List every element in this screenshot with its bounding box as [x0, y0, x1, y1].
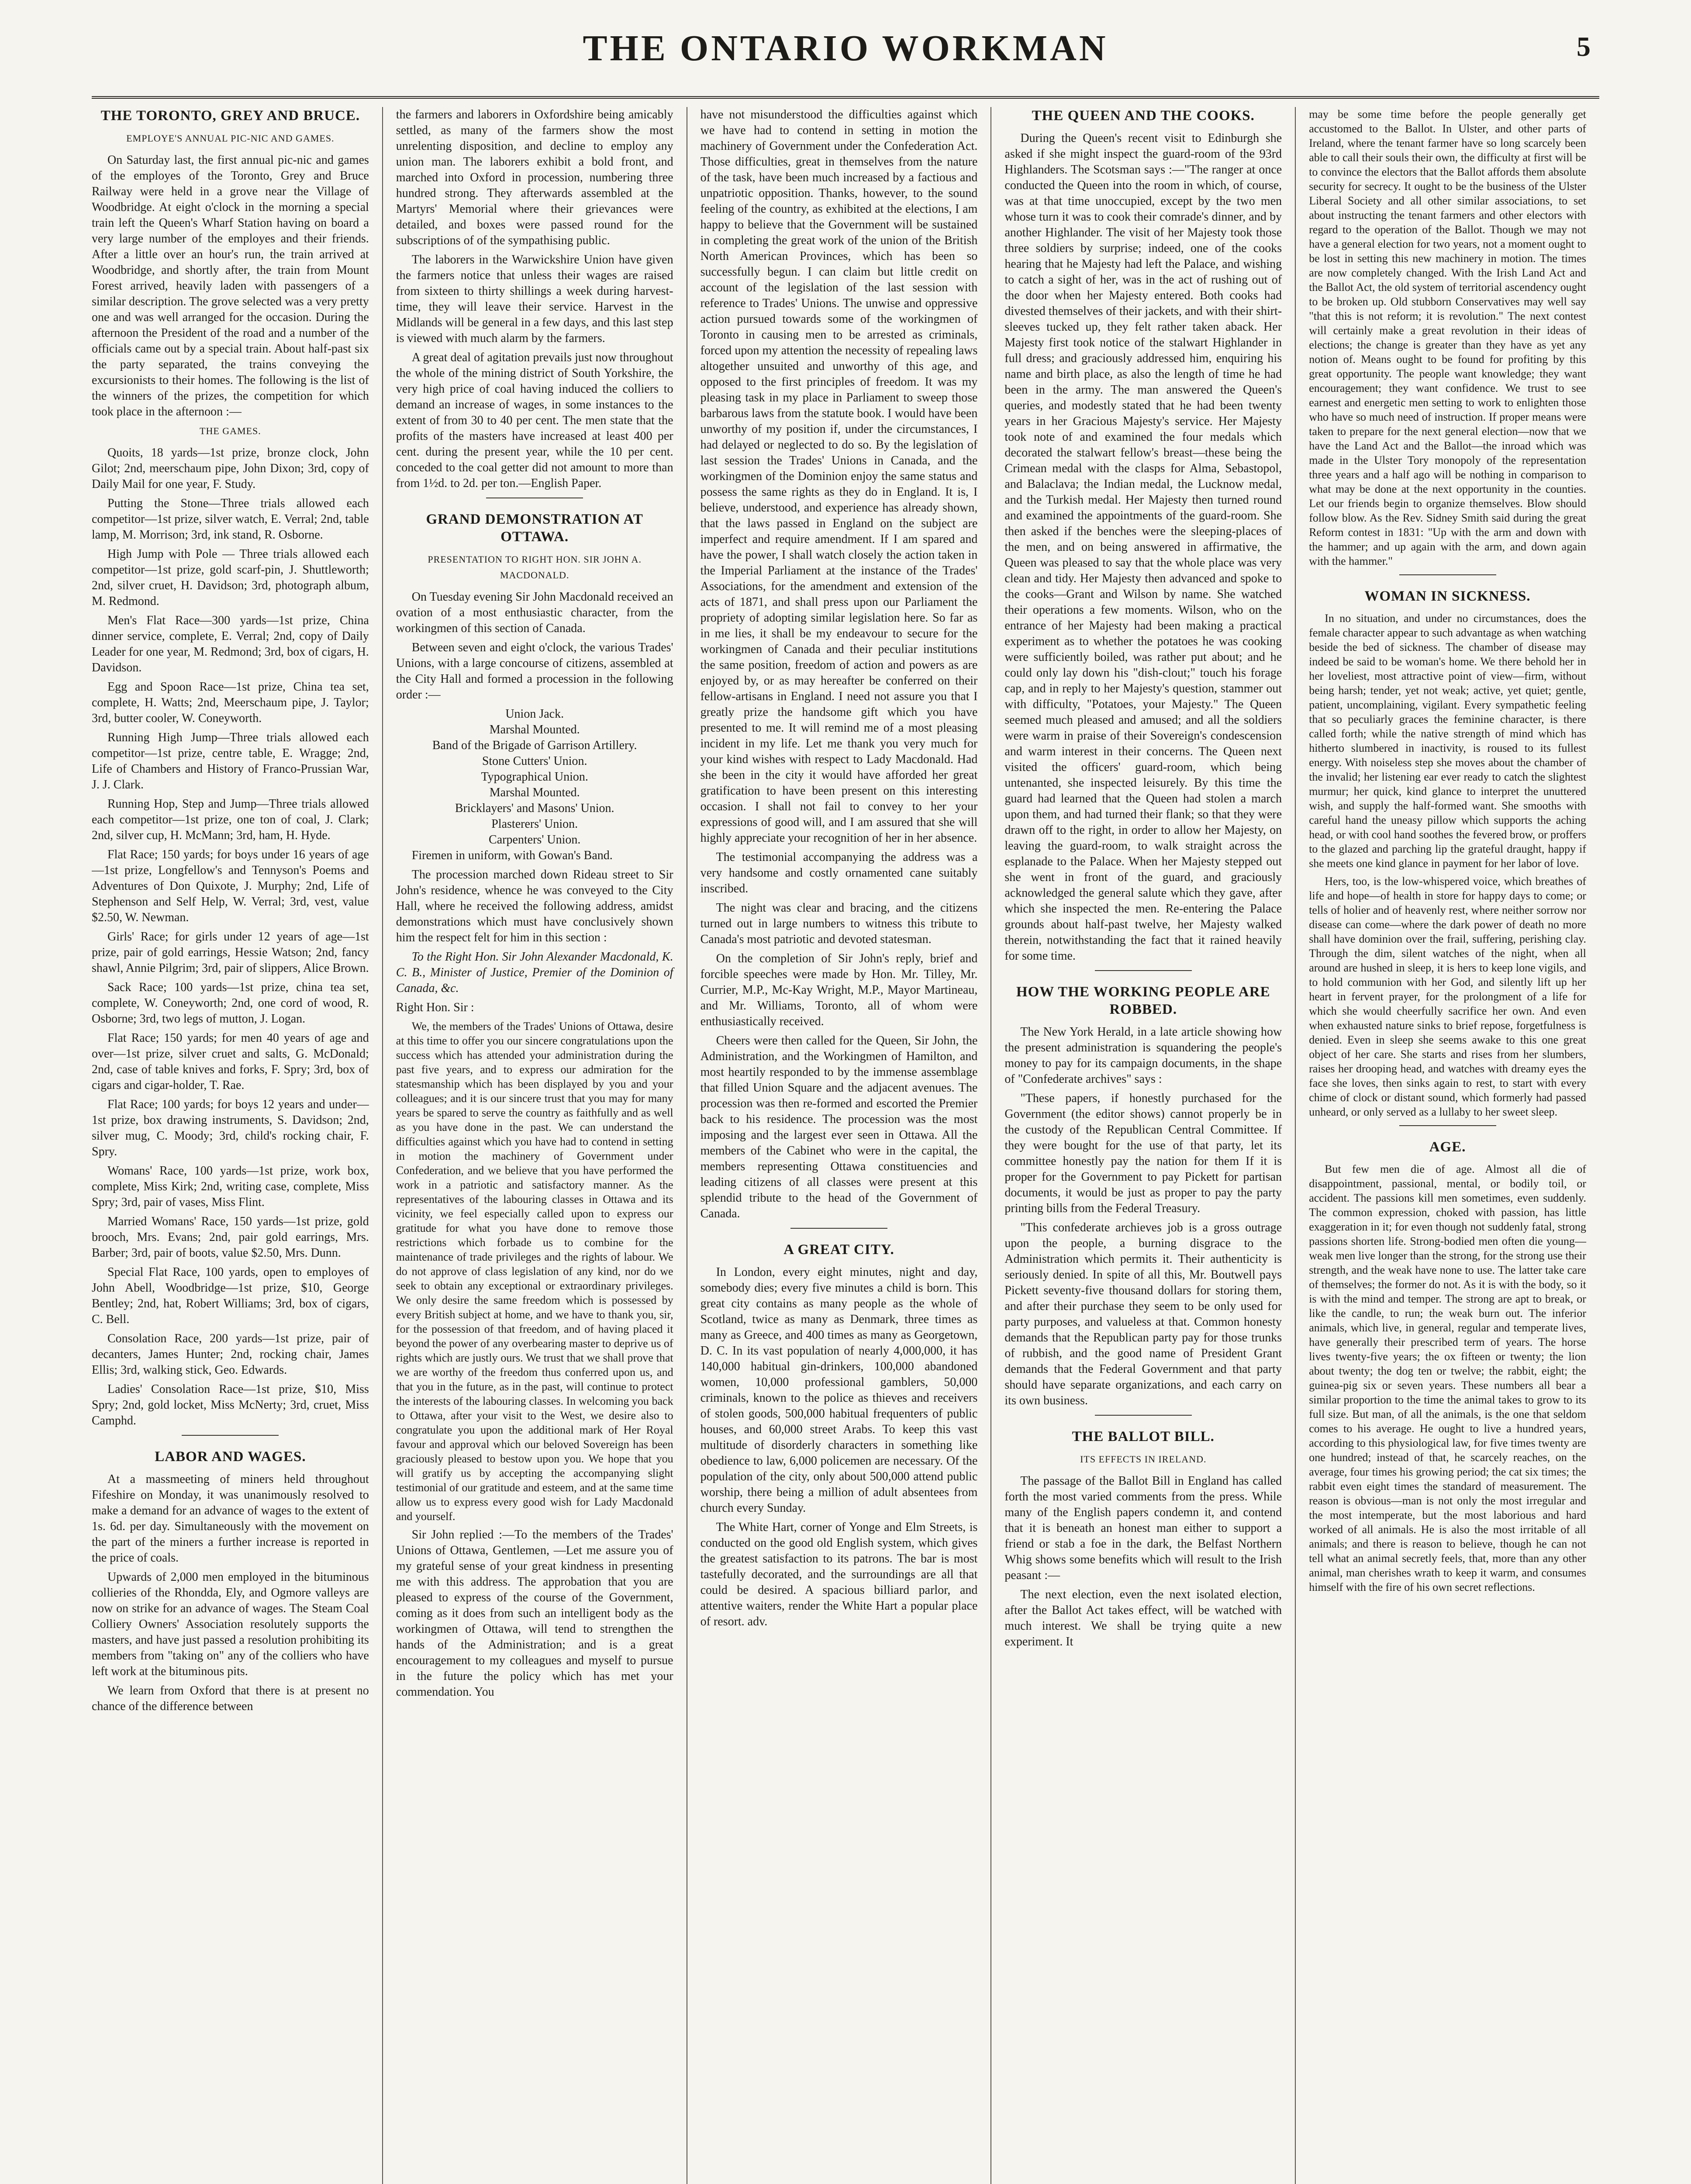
section-subheading: THE GAMES.	[200, 425, 261, 436]
procession-item: Plasterers' Union.	[491, 817, 578, 831]
paragraph: Sack Race; 100 yards—1st prize, china tea set, complete, W. Coneyworth; 2nd, one cord of wood, R. Osborne; 3rd, two legs of mutton, J. Logan.	[92, 981, 369, 1026]
column-3	[687, 107, 992, 2184]
paragraph: On Saturday last, the first annual pic-nic and games of the employes of the Toronto, Grey and Bruce Railway were held in a grove near the Village of Woodbridge. At eight o'clock in the morning a special train left the Queen's Wharf Station having on board a very large number of the employes and their friends. After a little over an hour's run, the train arrived at Woodbridge, and shortly after, the train from Mount Forest arrived, heavily laden with passengers of a similar description. The grove selected was a very pretty one and was well arranged for the occasion. During the afternoon the President of the road and a number of the officials came out by a special train. About half-past six the party separated, the trains conveying the excursionists to their homes. The following is the list of the winners of the prizes, the competition for which took place in the afternoon :—	[92, 153, 369, 418]
paragraph: may be some time before the people generally get accustomed to the Ballot. In Ulster, and other parts of Ireland, where the tenant farmer have so long scarcely been able to call their souls their own, the difficulty at first will be to convince the electors that the Ballot affords them absolute security for secrecy. It ought to be the business of the Ulster Liberal Society and all other similar associations, to set about instructing the tenant farmers and other electors with regard to the operation of the Ballot. Though we may not have a general election for two years, not a moment ought to be lost in setting this new machinery in motion. The times are now completely changed. With the Irish Land Act and the Ballot Act, the old system of territorial ascendency ought to be broken up. Old stubborn Conservatives may well say "that this is not reform; it is revolution." The next contest will certainly make a great revolution in their ideas of elections; the change is greater than they have as yet any notion of. Means ought to be found for profiting by this great opportunity. The people want knowledge; they want encouragement; they want confidence. We trust to see earnest and energetic men setting to work to enlighten those who have so much need of instruction. If proper means were taken to prepare for the next general election—now that we have the Land Act and the Ballot—the inroad which was made in the Ulster Tory monopoly of the representation three years and a half ago will be nothing in comparison to what may be done at the next opportunity in the counties. Let our friends begin to organize themselves. Blow should follow blow. As the Rev. Sidney Smith said during the great Reform contest in 1831: "Up with the arm and down with the hammer; and up again with the arm, and down again with the hammer."	[1309, 108, 1586, 567]
column-1	[92, 107, 383, 2184]
column-5	[1296, 107, 1599, 2184]
advertisement: The White Hart, corner of Yonge and Elm Streets, is conducted on the good old English system, which gives the greatest satisfaction to its patrons. The bar is most tastefully decorated, and the surroundings are all that could be desired. A spacious billiard parlor, and attentive waiters, render the White Hart a popular place of resort. adv.	[700, 1521, 978, 1628]
masthead	[92, 17, 1599, 99]
paragraph: The procession marched down Rideau street to Sir John's residence, whence he was conveyed to the City Hall, where he received the following address, amidst demonstrations which must have conclusively shown him the respect felt for him in this section :	[396, 868, 673, 944]
paragraph: Upwards of 2,000 men employed in the bituminous collieries of the Rhondda, Ely, and Ogmore valleys are now on strike for an advance of wages. The Steam Coal Colliery Owners' Association resolutely supports the masters, and have just passed a resolution prohibiting its members from "taking on" any of the colliers who have left work at the bituminous pits.	[92, 1570, 369, 1678]
paragraph: Running High Jump—Three trials allowed each competitor—1st prize, centre table, E. Wragge; 2nd, Life of Chambers and History of Franco-Prussian War, J. J. Clark.	[92, 731, 369, 791]
address-recipient: To the Right Hon. Sir John Alexander Macdonald, K. C. B., Minister of Justice, Premier of the Dominion of Canada, &c.	[396, 950, 673, 995]
procession-item: Stone Cutters' Union.	[482, 754, 587, 768]
paragraph: Girls' Race; for girls under 12 years of age—1st prize, pair of gold earrings, Hessie Watson; 2nd, fancy shawl, Annie Pilgrim; 3rd, pair of slippers, Alice Brown.	[92, 930, 369, 975]
column-4	[991, 107, 1296, 2184]
paragraph: In no situation, and under no circumstances, does the female character appear to such advantage as when watching beside the bed of sickness. The chamber of disease may indeed be said to be woman's home. We there behold her in her loveliest, most attractive point of view—firm, without being harsh; tender, yet not weak; active, yet quiet; gentle, patient, uncomplaining, vigilant. Every sympathetic feeling that so peculiarly graces the feminine character, is there called forth; while the native strength of mind which has hitherto slumbered in inactivity, is roused to its fullest energy. With noiseless step she moves about the chamber of the invalid; her listening ear ever ready to catch the slightest murmur; her quick, kind glance to interpret the unuttered wish, and supply the half-formed want. She smooths with careful hand the uneasy pillow which supports the aching head, or with cool hand soothes the fevered brow, or proffers to the glazed and parching lip the grateful draught, happy if she meets one kind glance in payment for her labor of love.	[1309, 612, 1586, 870]
paragraph: A great deal of agitation prevails just now throughout the whole of the mining district of South Yorkshire, the very high price of coal having induced the colliers to demand an increase of wages, in some instances to the extent of from 30 to 40 per cent. The men state that the profits of the masters have increased at least 400 per cent. during the present year, while the 10 per cent. conceded to the coal getter did not amount to more than from 1½d. to 2d. per ton.—English Paper.	[396, 351, 673, 490]
paragraph: The testimonial accompanying the address was a very handsome and costly ornamented cane suitably inscribed.	[700, 850, 978, 895]
paragraph: The laborers in the Warwickshire Union have given the farmers notice that unless their wages are raised from sixteen to thirty shillings a week during harvest-time, they will leave their service. Harvest in the Midlands will be general in a few days, and this last step is viewed with much alarm by the farmers.	[396, 253, 673, 345]
article-heading: THE TORONTO, GREY AND BRUCE.	[100, 108, 360, 124]
paragraph: Between seven and eight o'clock, the various Trades' Unions, with a large concourse of citizens, assembled at the City Hall and formed a procession in the following order :—	[396, 641, 673, 702]
article-subheading: ITS EFFECTS IN IRELAND.	[1080, 1454, 1207, 1465]
address-salutation: Right Hon. Sir :	[396, 1001, 474, 1014]
paragraph: Ladies' Consolation Race—1st prize, $10, Miss Spry; 2nd, gold locket, Miss McNerty; 3rd, cruet, Miss Camphd.	[92, 1382, 369, 1427]
divider	[1399, 574, 1496, 575]
paragraph: The night was clear and bracing, and the citizens turned out in large numbers to witness this tribute to Canada's most patriotic and devoted statesman.	[700, 901, 978, 946]
paragraph: Quoits, 18 yards—1st prize, bronze clock, John Gilot; 2nd, meerschaum pipe, John Dixon; 3rd, copy of Daily Mail for one year, F. Study.	[92, 446, 369, 491]
divider	[1095, 1415, 1192, 1416]
paragraph: Putting the Stone—Three trials allowed each competitor—1st prize, silver watch, E. Verral; 2nd, table lamp, M. Morrison; 3rd, ink stand, R. Osborne.	[92, 497, 369, 542]
article-subheading: EMPLOYE'S ANNUAL PIC-NIC AND GAMES.	[126, 133, 335, 144]
article-heading: GRAND DEMONSTRATION AT OTTAWA.	[426, 511, 643, 545]
paragraph: We, the members of the Trades' Unions of Ottawa, desire at this time to offer you our sincere congratulations upon the success which has attended your administration during the past five years, and to express our admiration for the statesmanship which has been displayed by you and your colleagues; and it is our sincere trust that you may for many years be spared to serve the country as faithfully and as well as you have done in the past. We can understand the difficulties against which you have had to contend in setting in motion the machinery of Government under Confederation, and we believe that you have performed the work in a patriotic and satisfactory manner. As the representatives of the labouring classes in Ottawa and its vicinity, we feel especially called upon to express our gratitude for what you have done to remove those restrictions which forbade us to combine for the maintenance of trade privileges and the rights of labour. We do not approve of class legislation of any kind, nor do we seek to obtain any exceptional or extraordinary privileges. We only desire the same freedom which is possessed by every British subject at home, and we have to thank you, sir, for the possession of that freedom, and of having placed it beyond the power of any overbearing master to deprive us of rights which are justly ours. We trust that we shall prove that we are worthy of the freedom thus conferred upon us, and that you in the future, as in the past, will continue to protect the interests of the labouring classes. In welcoming you back to Ottawa, after your visit to the West, we desire also to congratulate you upon the additional mark of Her Royal favour and approval which our beloved Sovereign has been graciously pleased to bestow upon you. We hope that you will gratify us by accepting the accompanying slight testimonial of our gratitude and esteem, and at the same time allow us to express every good wish for Lady Macdonald and yourself.	[396, 1020, 673, 1523]
paragraph: Cheers were then called for the Queen, Sir John, the Administration, and the Workingmen of Hamilton, and most heartily responded to by the immense assemblage that filled Union Square and the adjacent avenues. The procession was then re-formed and escorted the Premier back to his residence. The procession was the most imposing and the largest ever seen in Ottawa. All the members of the Cabinet who were in the capital, the members representing Ottawa constituencies and leading citizens of all classes were present at this splendid tribute to the head of the Government of Canada.	[700, 1034, 978, 1220]
paragraph: Flat Race; 150 yards; for boys under 16 years of age—1st prize, Longfellow's and Tennyson's Poems and Adventures of Don Quixote, J. Murphy; 2nd, Life of Stephenson and Self Help, W. Verral; 3rd, vest, value $2.50, W. Newman.	[92, 848, 369, 924]
paragraph: During the Queen's recent visit to Edinburgh she asked if she might inspect the guard-room of the 93rd Highlanders. The Scotsman says :—"The ranger at once conducted the Queen into the room in which, of course, was at that time unoccupied, except by the two men whose turn it was to cook their comrade's dinner, and by another Highlander. The visit of her Majesty took those three soldiers by surprise; indeed, one of the cooks hearing that he Majesty had left the Palace, and wishing to catch a sight of her, was in the act of rushing out of the door when her Majesty entered. Both cooks had divested themselves of their jackets, and with their shirt-sleeves tucked up, they felt rather taken aback. Her Majesty first took notice of the stalwart Highlander in full dress; and graciously addressed him, enquiring his name and birth place, as also the length of time he had been in the army. The man answered the Queen's queries, and modestly stated that he had been twenty years in her Gracious Majesty's service. Her Majesty took note of and examined the four medals which decorated the stalwart fellow's breast—these being the Crimean medal with the clasps for Alma, Sebastopol, and Balaclava; the Indian medal, the Lucknow medal, and the Turkish medal. Her Majesty then turned round and examined the appointments of the guard-room. She then asked if the benches were the sleeping-places of the men, and on being answered in affirmative, the Queen was pleased to say that the whole place was very clean and tidy. Her Majesty then advanced and spoke to the cooks—Grant and Wilson by name. She watched their operations a few moments. Wilson, who on the entrance of her Majesty had been making a practical experiment as to whether the potatoes he was cooking were sufficiently boiled, was rather put about; and he could only lay down his "dish-clout;" touch his forage cap, and in reply to her Majesty's question, stammer out with difficulty, "Potatoes, your Majesty." The Queen seemed much pleased and amused; and all the soldiers were warm in praise of their Sovereign's condescension and warm interest in their concerns. The Queen next visited the officers' guard-room, which being untenanted, she inspected leisurely. By this time the guard had learned that the Queen had stolen a march upon them, and had turned their flank; so that they were drawn off to the right, in order to allow her Majesty, on leaving the guard-room, to walk straight across the esplanade to the Palace. When her Majesty stepped out she went in front of the guard, and graciously acknowledged the general salute which they gave, after which she inspected the men. Re-entering the Palace grounds about half-past twelve, her Majesty walked therein, notwithstanding the fact that it rained heavily for some time.	[1004, 131, 1282, 963]
paragraph: Men's Flat Race—300 yards—1st prize, China dinner service, complete, E. Verral; 2nd, copy of Daily Leader for one year, M. Redmond; 3rd, box of cigars, H. Davidson.	[92, 614, 369, 674]
paragraph: Special Flat Race, 100 yards, open to employes of John Abell, Woodbridge—1st prize, $10, George Bentley; 2nd, hat, Robert Williams; 3rd, box of cigars, C. Bell.	[92, 1265, 369, 1326]
divider	[1399, 1125, 1496, 1126]
paragraph: On Tuesday evening Sir John Macdonald received an ovation of a most enthusiastic character, from the workingmen of this section of Canada.	[396, 590, 673, 635]
paragraph: Womans' Race, 100 yards—1st prize, work box, complete, Miss Kirk; 2nd, writing case, complete, Miss Spry; 3rd, pair of vases, Miss Flint.	[92, 1164, 369, 1209]
paragraph: Married Womans' Race, 150 yards—1st prize, gold brooch, Mrs. Evans; 2nd, pair gold earrings, Mrs. Barber; 3rd, pair of boots, value $2.50, Mrs. Dunn.	[92, 1215, 369, 1260]
paragraph: The passage of the Ballot Bill in England has called forth the most varied comments from the press. While many of the English papers condemn it, and contend that it is beneath an honest man either to support a friend or stab a foe in the dark, the Belfast Northern Whig shows some benefits which will result to the Irish peasant :—	[1004, 1474, 1282, 1582]
procession-item: Marshal Mounted.	[489, 723, 580, 736]
procession-item: Carpenters' Union.	[489, 833, 581, 847]
paragraph: Firemen in uniform, with Gowan's Band.	[411, 849, 613, 862]
paragraph: In London, every eight minutes, night and day, somebody dies; every five minutes a child is born. This great city contains as many people as the whole of Scotland, twice as many as Denmark, three times as many as Greece, and 400 times as many as Georgetown, D. C. In its vast population of nearly 4,000,000, it has 140,000 habitual gin-drinkers, 100,000 abandoned women, 10,000 professional gamblers, 50,000 criminals, known to the police as thieves and receivers of stolen goods, 500,000 habitual frequenters of public houses, and 60,000 street Arabs. To keep this vast multitude of disorderly characters in something like obedience to law, 6,000 policemen are necessary. Of the population of the city, only about 500,000 attend public worship, there being a million of adult absentees from church every Sunday.	[700, 1265, 978, 1515]
article-subheading: PRESENTATION TO RIGHT HON. SIR JOHN A. MACDONALD.	[428, 554, 642, 581]
page-number: 5	[1577, 31, 1591, 62]
paragraph: But few men die of age. Almost all die of disappointment, passional, mental, or bodily toil, or accident. The passions kill men sometimes, even suddenly. The common expression, choked with passion, has little exaggeration in it; for even though not suddenly fatal, strong passions shorten life. Strong-bodied men often die young—weak men live longer than the strong, for the strong use their strength, and the weak have none to use. The latter take care of themselves; the former do not. As it is with the body, so it is with the mind and temper. The strong are apt to break, or like the candle, to run; the weak burn out. The inferior animals, which live, in general, regular and temperate lives, have generally their prescribed term of years. The horse lives twenty-five years; the ox fifteen or twenty; the lion about twenty; the dog ten or twelve; the rabbit, eight; the guinea-pig six or seven years. These numbers all bear a similar proportion to the time the animal takes to grow to its full size. But man, of all the animals, is the one that seldom comes to his average. He ought to live a hundred years, according to this physiological law, for five times twenty are one hundred; instead of that, he scarcely reaches, on the average, four times his growing period; the cat six times; the rabbit even eight times the standard of measurement. The reason is obvious—man is not only the most irregular and the most intemperate, but the most laborious and hard worked of all animals. He is also the most irritable of all animals; and there is reason to believe, though he can not tell what an animal secretly feels, that, more than any other animal, man cherishes wrath to keep it warm, and consumes himself with the fire of his own secret reflections.	[1309, 1163, 1586, 1593]
paragraph: On the completion of Sir John's reply, brief and forcible speeches were made by Hon. Mr. Tilley, Mr. Currier, M.P., Mc-Kay Wright, M.P., Mayor Martineau, and Mr. Williams, Toronto, all of whom were enthusiastically received.	[700, 952, 978, 1028]
procession-item: Union Jack.	[505, 707, 564, 721]
paragraph: "This confederate archieves job is a gross outrage upon the people, a burning disgrace to the Administration which permits it. Their authenticity is seriously denied. In spite of all this, Mr. Boutwell pays Pickett seventy-five thousand dollars for storing them, and after their purchase they seem to be only used for party purposes, and valueless at that. Common honesty demands that the Republican party pay for those trunks of rubbish, and the good name of President Grant demands that the Federal Government and that party should have separate organizations, and each carry on its own business.	[1004, 1221, 1282, 1407]
article-heading: A GREAT CITY.	[783, 1242, 894, 1258]
paragraph: At a massmeeting of miners held throughout Fifeshire on Monday, it was unanimously resolved to make a demand for an advance of wages to the extent of 1s. 6d. per day. Simultaneously with the movement on the part of the miners a further increase is reported in the price of coals.	[92, 1472, 369, 1565]
article-heading: LABOR AND WAGES.	[155, 1449, 306, 1465]
procession-item: Bricklayers' and Masons' Union.	[455, 802, 614, 815]
article-heading: HOW THE WORKING PEOPLE ARE ROBBED.	[1016, 984, 1270, 1017]
paragraph: Sir John replied :—To the members of the Trades' Unions of Ottawa, Gentlemen, —Let me assure you of my grateful sense of your great kindness in presenting me with this address. The approbation that you are pleased to express of the course of the Government, coming as it does from such an intelligent body as the workingmen of Ottawa, will tend to strengthen the hands of the Administration; and is a great encouragement to my colleagues and myself to pursue in the future the policy which has met your commendation. You	[396, 1528, 673, 1699]
newspaper-title: THE ONTARIO WORKMAN	[583, 28, 1108, 69]
paragraph: Consolation Race, 200 yards—1st prize, pair of decanters, James Hunter; 2nd, rocking chair, James Ellis; 3rd, walking stick, Geo. Edwards.	[92, 1332, 369, 1377]
article-heading: AGE.	[1429, 1139, 1466, 1155]
paragraph: have not misunderstood the difficulties against which we have had to contend in setting in motion the machinery of Government under the Confederation Act. Those difficulties, great in themselves from the nature of the task, have been much increased by a factious and unpatriotic opposition. Thanks, however, to the sound feeling of the country, as exhibited at the elections, I am happy to believe that the Government will be sustained in completing the great work of the union of the British North American Provinces, which has been so successfully begun. I can claim but little credit on account of the legislation of the last session with reference to Trades' Unions. The unwise and oppressive action pursued towards some of the workingmen of Toronto in causing men to be arrested as criminals, forced upon my attention the necessity of repealing laws altogether unsuited and unworthy of this age, and opposed to the first principles of freedom. It was my pleasing task in my place in Parliament to sweep those barbarous laws from the statute book. I would have been unworthy of my position if, under the circumstances, I had delayed or neglected to do so. By the legislation of last session the Trades' Unions in Canada, and the workingmen of the Dominion enjoy the same status and possess the same rights as they do in England. It is, I believe, understood, and experience has already shown, that the laws passed in England on the subject are imperfect and require amendment. If I am spared and have the power, I shall watch closely the action taken in the Imperial Parliament at the instance of the Trades' Associations, for the amendment and extension of the acts of 1871, and shall press upon our Parliament the propriety of adopting similar legislation here. So far as in me lies, it shall be my endeavour to secure for the workingmen of Canada and their peculiar institutions the same position, freedom of action and powers as are enjoyed by, or as may hereafter be conferred on their fellow-artisans in England. I need not assure you that I greatly prize the handsome gift which you have presented to me. It will remind me of a most pleasing incident in my life. Let me thank you very much for your kind wishes with respect to Lady Macdonald. Had she been in the city it would have afforded her great gratification to have been present on this interesting occasion. I shall not fail to convey to her your expressions of good will, and I am assured that she will highly appreciate your recognition of her in her absence.	[700, 108, 978, 845]
divider	[182, 1435, 279, 1436]
divider	[1095, 970, 1192, 971]
paragraph: Flat Race; 100 yards; for boys 12 years and under—1st prize, box drawing instruments, S. Davidson; 2nd, silver mug, C. Moody; 3rd, child's rocking chair, F. Spry.	[92, 1098, 369, 1158]
article-columns	[92, 107, 1599, 2184]
column-2	[383, 107, 687, 2184]
article-heading: THE BALLOT BILL.	[1072, 1429, 1215, 1444]
paragraph: Flat Race; 150 yards; for men 40 years of age and over—1st prize, silver cruet and salts, G. McDonald; 2nd, case of table knives and forks, F. Spry; 3rd, box of cigars and cigar-holder, T. Rae.	[92, 1031, 369, 1092]
paragraph: High Jump with Pole — Three trials allowed each competitor—1st prize, gold scarf-pin, J. Shuttleworth; 2nd, silver cruet, H. Davidson; 3rd, photograph album, M. Redmond.	[92, 547, 369, 608]
procession-item: Band of the Brigade of Garrison Artillery.	[432, 739, 637, 752]
procession-item: Marshal Mounted.	[489, 786, 580, 799]
paragraph: the farmers and laborers in Oxfordshire being amicably settled, as many of the farmers show the most unrelenting disposition, and decline to employ any union man. The laborers exhibit a bold front, and marched into Oxford in procession, numbering three hundred strong. They afterwards assembled at the Martyrs' Memorial where their grievances were detailed, and boxes were passed round for the subscriptions of of the sympathising public.	[396, 108, 673, 247]
paragraph: "These papers, if honestly purchased for the Government (the editor shows) cannot properly be in the custody of the Republican Central Committee. If they were bought for the use of that party, let its committee honestly pay the nation for them If it is proper for the Government to pay Pickett for partisan documents, it would be just as proper to pay the party printing bills from the Federal Treasury.	[1004, 1092, 1282, 1215]
paragraph: Running Hop, Step and Jump—Three trials allowed each competitor—1st prize, one ton of coal, J. Clark; 2nd, silver cup, H. McMann; 3rd, ham, H. Hyde.	[92, 797, 369, 842]
procession-item: Typographical Union.	[481, 770, 588, 784]
article-heading: THE QUEEN AND THE COOKS.	[1032, 108, 1255, 124]
divider	[790, 1228, 887, 1229]
paragraph: Hers, too, is the low-whispered voice, which breathes of life and hope—of health in store for happy days to come; or tells of holier and of heavenly rest, where neither sorrow nor disease can come—where the dark power of death no more shall have dominion over the frail, suffering, perishing clay. Through the dim, silent watches of the night, when all around are hushed in sleep, it is hers to keep lone vigils, and to hold communion with her God, and silently lift up her heart in fervent prayer, for the prolongment of a life for which she would cheerfully sacrifice her own. And even when exhausted nature sinks to brief repose, forgetfulness is denied. Even in sleep she seems awake to this one great object of her care. She starts and rises from her slumbers, raises her drooping head, and watches with dreamy eyes the face she loves, then sinks again to rest, to start with every chime of clock or distant sound, which formerly had passed unheard, or only served as a lullaby to her sweet sleep.	[1309, 875, 1586, 1118]
article-heading: WOMAN IN SICKNESS.	[1364, 588, 1531, 604]
paragraph: We learn from Oxford that there is at present no chance of the difference between	[92, 1684, 369, 1713]
paragraph: The New York Herald, in a late article showing how the present administration is squandering the people's money to pay for its campaign documents, in the shape of "Confederate archives" says :	[1004, 1025, 1282, 1086]
paragraph: The next election, even the next isolated election, after the Ballot Act takes effect, will be watched with much interest. We shall be trying quite a new experiment. It	[1004, 1588, 1282, 1648]
paragraph: Egg and Spoon Race—1st prize, China tea set, complete, H. Watts; 2nd, Meerschaum pipe, J. Taylor; 3rd, butter cooler, W. Coneyworth.	[92, 680, 369, 725]
